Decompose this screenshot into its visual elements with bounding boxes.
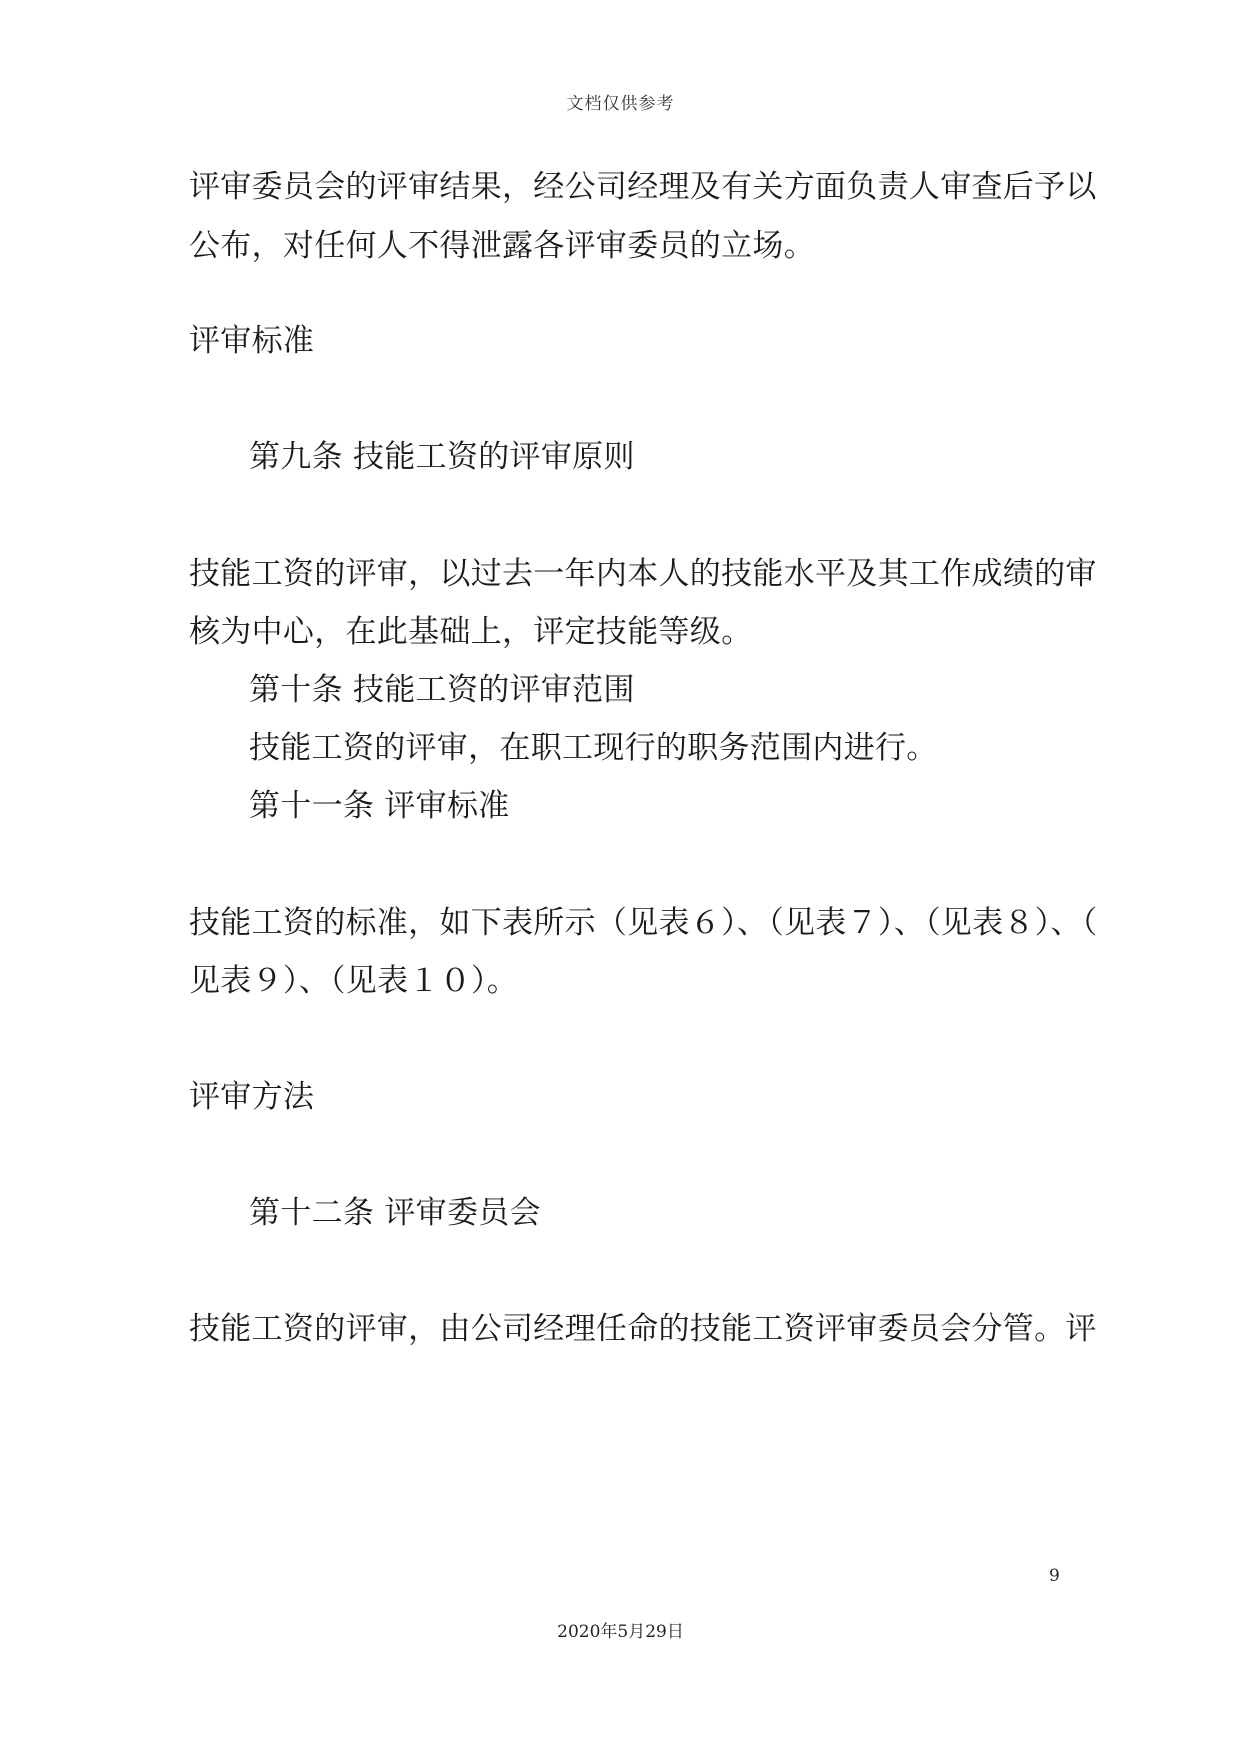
body-line-11: 见表９）、（见表１０）。: [189, 963, 519, 999]
footer-date: 2020年5月29日: [557, 1622, 684, 1642]
article-11-heading: 第十一条 评审标准: [249, 788, 510, 824]
article-10-heading: 第十条 技能工资的评审范围: [249, 672, 635, 708]
body-line-2: 公布，对任何人不得泄露各评审委员的立场。: [189, 228, 815, 264]
body-line-10: 技能工资的标准，如下表所示（见表６）、（见表７）、（见表８）、（: [189, 905, 1098, 941]
article-12-heading: 第十二条 评审委员会: [249, 1195, 541, 1231]
section-heading-criteria: 评审标准: [189, 323, 315, 359]
body-line-6: 核为中心，在此基础上，评定技能等级。: [189, 614, 753, 650]
body-line-14: 技能工资的评审，由公司经理任命的技能工资评审委员会分管。评: [189, 1311, 1097, 1347]
article-9-heading: 第九条 技能工资的评审原则: [249, 439, 635, 475]
page-number: 9: [1049, 1566, 1060, 1586]
page-header: 文档仅供参考: [566, 94, 675, 114]
body-line-8: 技能工资的评审，在职工现行的职务范围内进行。: [249, 730, 938, 766]
body-line-5: 技能工资的评审，以过去一年内本人的技能水平及其工作成绩的审: [189, 556, 1097, 592]
body-line-1: 评审委员会的评审结果，经公司经理及有关方面负责人审查后予以: [189, 169, 1097, 205]
section-heading-method: 评审方法: [189, 1079, 315, 1115]
